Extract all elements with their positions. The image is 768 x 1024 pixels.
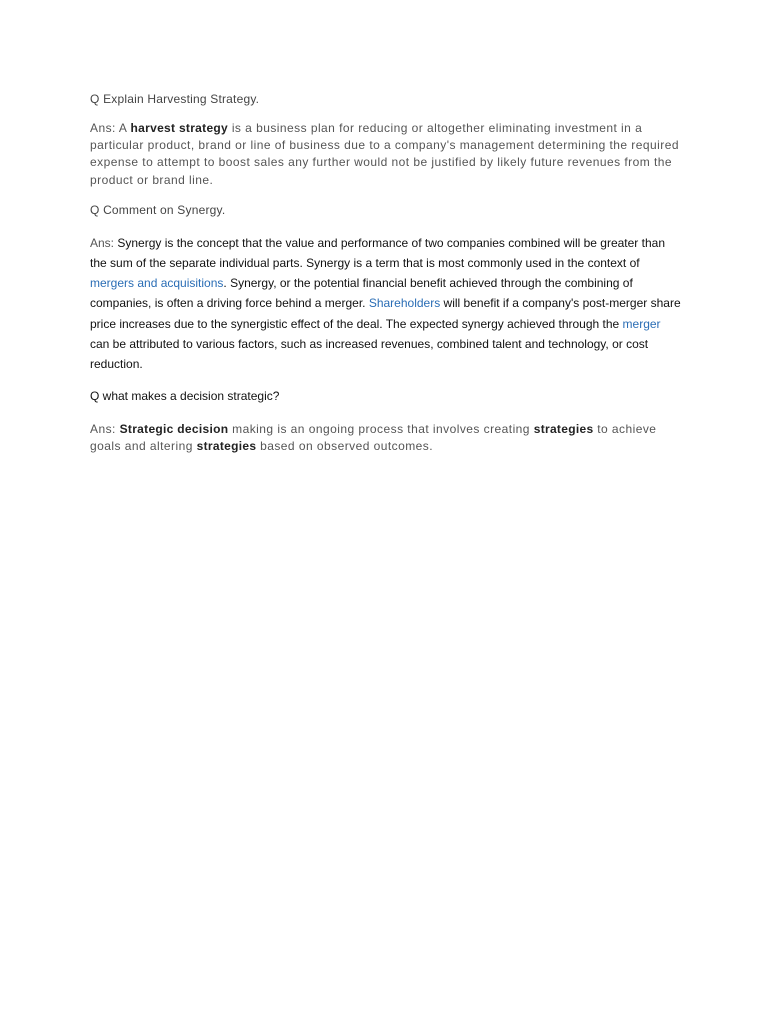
- term-strategic-decision: Strategic decision: [119, 422, 229, 437]
- term-strategies-2: strategies: [196, 439, 257, 454]
- answer-text: is a business plan for reducing or altogether eliminating investment in a particular product, brand or line of business due to a company's management determining the required expense to attempt to boost sales any further would not be justified by likely future revenues from the product or brand line.: [90, 121, 679, 187]
- answer-text-2: to achieve goals and altering: [90, 422, 657, 454]
- answer-text-3: based on observed outcomes.: [256, 439, 434, 454]
- question-strategic-decision: Q what makes a decision strategic?: [90, 389, 280, 404]
- term-strategies-1: strategies: [533, 422, 594, 437]
- answer-prefix: Ans:: [90, 422, 120, 437]
- answer-text-1: making is an ongoing process that involves creating: [228, 422, 534, 437]
- answer-harvesting-strategy: [90, 120, 682, 189]
- question-synergy: Q Comment on Synergy.: [90, 202, 226, 217]
- answer-prefix: Ans: A: [90, 121, 131, 135]
- answer-text-2: . Synergy, or the potential financial benefit achieved through the combining of companies, is often a driving force behind a merger.: [90, 276, 633, 311]
- link-mergers-and-acquisitions[interactable]: mergers and acquisitions: [90, 276, 224, 291]
- answer-text-3: will benefit if a company's post-merger share price increases due to the synergistic effect of the deal. The expected synergy achieved through the: [90, 296, 681, 331]
- term-harvest-strategy: harvest strategy: [130, 121, 229, 135]
- answer-prefix: Ans:: [90, 235, 115, 250]
- answer-text-1: Synergy is the concept that the value and performance of two companies combined will be greater than the sum of the separate individual parts. Synergy is a term that is most commonly used in the context of: [90, 235, 665, 271]
- link-merger[interactable]: merger: [622, 316, 661, 331]
- answer-text-4: can be attributed to various factors, such as increased revenues, combined talent and technology, or cost reduction.: [90, 336, 649, 372]
- link-shareholders[interactable]: Shareholders: [368, 296, 441, 311]
- answer-strategic-decision: [90, 421, 682, 455]
- answer-synergy: [90, 233, 682, 374]
- document-content: [90, 90, 682, 456]
- question-harvesting-strategy: Q Explain Harvesting Strategy.: [90, 92, 260, 106]
